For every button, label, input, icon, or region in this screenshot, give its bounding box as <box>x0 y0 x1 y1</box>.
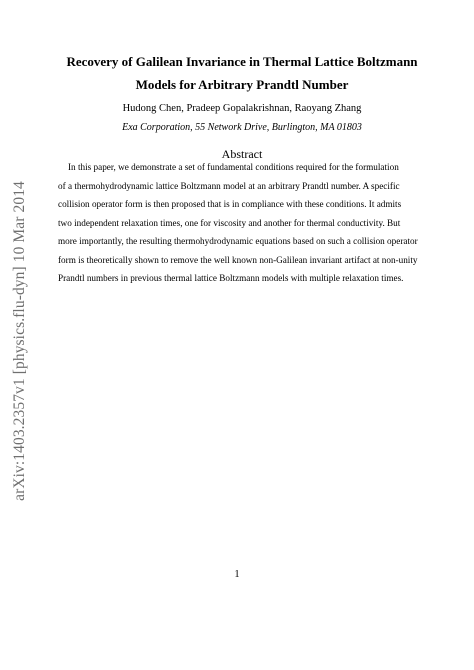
abstract-line: two independent relaxation times, one for viscosity and another for thermal conductivity. But <box>58 217 401 228</box>
author-affiliation: Exa Corporation, 55 Network Drive, Burlington, MA 01803 <box>122 122 362 133</box>
arxiv-identifier-text: arXiv:1403.2357v1 [physics.flu-dyn] 10 Mar 2014 <box>11 180 29 501</box>
paper-title <box>40 50 444 96</box>
author-list: Hudong Chen, Pradeep Gopalakrishnan, Raoyang Zhang <box>122 103 362 114</box>
abstract-line: of a thermohydrodynamic lattice Boltzmann model at an arbitrary Prandtl number. A specific <box>58 180 400 191</box>
arxiv-identifier-stamp <box>10 168 30 513</box>
abstract-line: Prandtl numbers in previous thermal lattice Boltzmann models with multiple relaxation times. <box>58 273 404 283</box>
title-line-2: Models for Arbitrary Prandtl Number <box>135 77 349 92</box>
abstract-line: more importantly, the resulting thermohydrodynamic equations based on such a collision operator <box>58 236 418 246</box>
abstract-heading: Abstract <box>221 147 263 161</box>
page-number: 1 <box>234 569 240 580</box>
abstract-text <box>58 158 428 288</box>
abstract-line: form is theoretically shown to remove the well known non-Galilean invariant artifact at non-unity <box>58 254 418 265</box>
title-line-1: Recovery of Galilean Invariance in Thermal Lattice Boltzmann <box>66 54 418 69</box>
abstract-line: collision operator form is then proposed that is in compliance with these conditions. It admits <box>58 199 402 209</box>
abstract-line: In this paper, we demonstrate a set of fundamental conditions required for the formulation <box>68 162 399 172</box>
